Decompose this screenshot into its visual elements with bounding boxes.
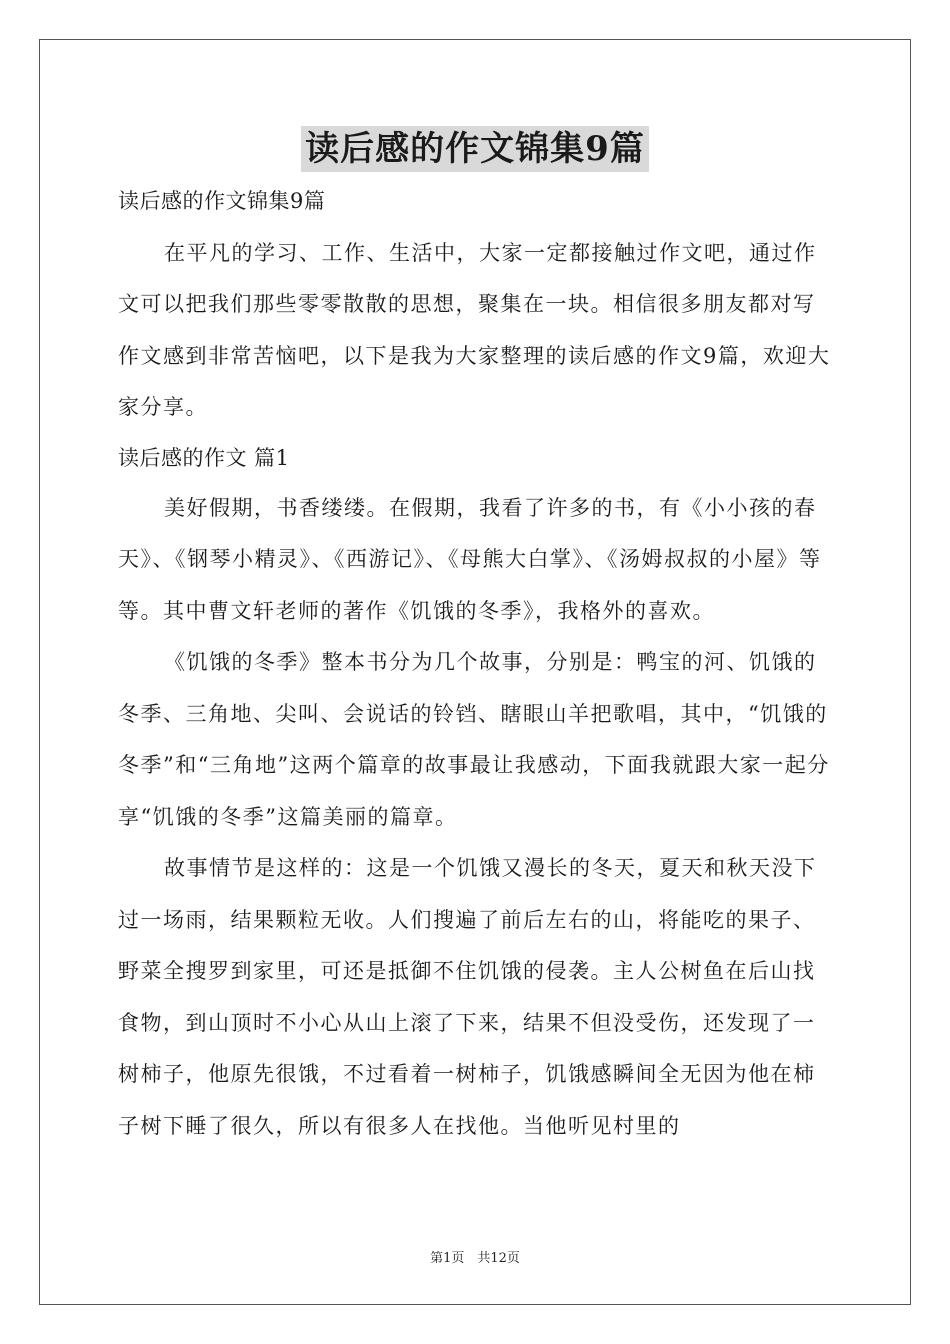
body-paragraph: 《饥饿的冬季》整本书分为几个故事，分别是：鸭宝的河、饥饿的冬季、三角地、尖叫、会说话的铃铛、瞎眼山羊把歌唱，其中，“饥饿的冬季”和“三角地”这两个篇章的故事最让我感动，下面我就跟大家一起分享“饥饿的冬季”这篇美丽的篇章。 — [118, 650, 830, 829]
document-title: 读后感的作文锦集9篇 — [301, 126, 649, 172]
intro-paragraph: 在平凡的学习、工作、生活中，大家一定都接触过作文吧，通过作文可以把我们那些零零散散的思想，聚集在一块。相信很多朋友都对写作文感到非常苦恼吧，以下是我为大家整理的读后感的作文9篇，欢迎大家分享。 — [118, 240, 831, 419]
body-paragraph: 故事情节是这样的：这是一个饥饿又漫长的冬天，夏天和秋天没下过一场雨，结果颗粒无收。人们搜遍了前后左右的山，将能吃的果子、野菜全搜罗到家里，可还是抵御不住饥饿的侵袭。主人公树鱼在后山找食物，到山顶时不小心从山上滚了下来，结果不但没受伤，还发现了一树柿子，他原先很饿，不过看着一树柿子，饥饿感瞬间全无因为他在柿子树下睡了很久，所以有很多人在找他。当他听见村里的 — [118, 856, 817, 1138]
title-container — [0, 126, 950, 172]
body-paragraph: 美好假期，书香缕缕。在假期，我看了许多的书，有《小小孩的春天》、《钢琴小精灵》、《西游记》、《母熊大白掌》、《汤姆叔叔的小屋》等等。其中曹文轩老师的著作《饥饿的冬季》，我格外的喜欢。 — [118, 495, 822, 623]
page-footer: 第1页 共12页 — [430, 1251, 520, 1266]
section-heading: 读后感的作文 篇1 — [118, 445, 290, 470]
document-body — [118, 176, 836, 1152]
document-subtitle: 读后感的作文锦集9篇 — [118, 189, 326, 213]
